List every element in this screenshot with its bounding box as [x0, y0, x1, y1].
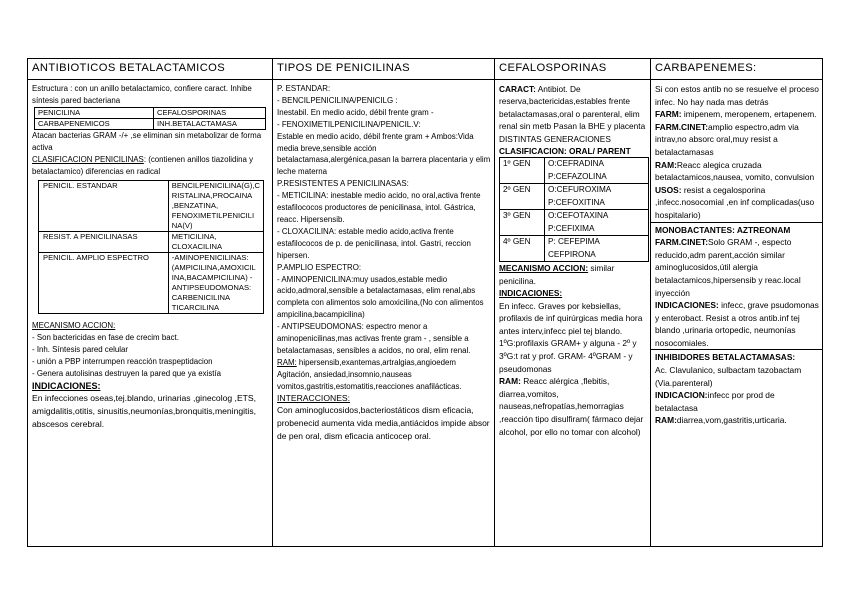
mechanism-line: - Son bactericidas en fase de crecim bact.	[32, 332, 179, 342]
ram-body: hipersensib,exantemas,artralgias,angioedem Agitación, ansiedad,insomnio,nauseas vomitos,gastritis,estomatitis,reacciones anafilácticas.	[277, 357, 462, 391]
inh-ind-body: infecc por prod de betalactasa	[655, 390, 775, 413]
resist-line: - METICILINA: inestable medio acido, no oral,activa frente estafilococos productores de penicilinasa, intol. Gástrica, reacc. Hipersensib.	[277, 191, 481, 224]
inh-ind-label: INDICACION:	[655, 390, 708, 401]
generations-table	[499, 157, 649, 262]
ram-body: Reacc alegica cruzada betalactamicos,nausea, vomito, convulsion	[655, 159, 815, 183]
group-cell: CARBAPENEMICOS	[35, 119, 154, 130]
mechanism-line: - Genera autolisinas destruyen la pared que ya existía	[32, 368, 222, 378]
class-value: -AMINOPENICILINAS: (AMPICILINA,AMOXICIL INA,BACAMPICILINA) -ANTIPSEUDOMONAS: CARBENICILINA TICARCILINA	[168, 252, 263, 313]
inh-title: INHIBIDORES BETALACTAMASAS:	[655, 352, 796, 363]
caract-label: CARACT:	[499, 84, 536, 94]
ram-text	[499, 375, 647, 438]
indications-title: INDICACIONES:	[32, 381, 101, 392]
betalactam-groups-table	[34, 107, 266, 130]
mono-ind-label: INDICACIONES:	[655, 300, 719, 311]
standard-line: Inestabil. En medio acido, débil frente gram -	[277, 107, 434, 117]
amplio-line: - ANTIPSEUDOMONAS: espectro menor a aminopenicilinas,mas activas frente gram - , sensible a betalactamasas, sensibles a acidos, no oral, elim renal.	[277, 322, 471, 355]
mono-ind-text	[655, 299, 819, 349]
farm-text	[655, 108, 819, 121]
inh-ind-text	[655, 389, 819, 414]
group-cell: PENICILINA	[35, 108, 154, 119]
standard-line: - FENOXIMETILPENICILINA/PENICIL.V:	[277, 119, 421, 129]
group-cell: INH.BETALACTAMASA	[154, 119, 266, 130]
amplio-line: - AMINOPENICILINA:muy usados,estable medio acido,admoral,sensible a betalactamasas, elim renal,abs completa con alimentos solo amoxicilina,(No con alimentos ampicilina,bacampicilina)	[277, 274, 484, 320]
resist-title: P.RESISTENTES A PENICILINASAS:	[277, 179, 409, 189]
mono-cinet-text	[655, 236, 819, 299]
ram-text	[655, 159, 819, 184]
inh-ram-label: RAM:	[655, 415, 677, 426]
interactions-title: INTERACCIONES:	[277, 392, 351, 403]
column-cefalosporinas	[495, 59, 651, 546]
usos-text	[655, 184, 819, 222]
mono-title: MONOBACTANTES: AZTREONAM	[655, 224, 791, 235]
intro-text: Si con estos antib no se resuelve el proceso infec. No hay nada mas detrás	[655, 84, 819, 107]
column-header: ANTIBIOTICOS BETALACTAMICOS	[28, 59, 272, 80]
inh-ram-body: diarrea,vom,gastritis,urticaria.	[676, 415, 787, 426]
cinet-text	[655, 121, 819, 159]
ram-body: Reacc alérgica ,flebitis, diarrea,vomitos, nauseas,nefropatías,hemorragias ,reacción tipo disulfiram( fármaco dejar alcohol, por ello no tomar con alcohol)	[499, 376, 644, 437]
class-name: RESIST. A PENICILINASAS	[39, 231, 169, 252]
summary-table	[27, 58, 823, 547]
gen-label: 1º GEN	[500, 158, 545, 184]
class-value: METICILINA, CLOXACILINA	[168, 231, 263, 252]
inhibitors-section	[651, 349, 822, 427]
indications-text: En infecciones oseas,tej.blando, urinarias ,ginecolog ,ETS, amigdalitis,otitis, sinusitis,neumonías,bronquitis,meningitis, abscesos cerebral.	[32, 393, 257, 430]
class-value: BENCILPENICILINA(G),C RISTALINA,PROCAINA ,BENZATINA, FENOXIMETILPENICILI NA(V)	[168, 180, 263, 231]
cinet-label: FARM.CINET:	[655, 121, 709, 132]
ram-label: RAM:	[277, 357, 297, 367]
inh-text: Ac. Clavulanico, sulbactam tazobactam (Via.parenteral)	[655, 365, 802, 388]
amplio-title: P.AMPLIO ESPECTRO:	[277, 262, 362, 272]
mechanism-body: similar penicilina.	[499, 263, 615, 286]
mono-cinet-label: FARM.CINET:	[655, 237, 709, 248]
attack-text: Atacan bacterias GRAM -/+ ,se eliminan sin metabolizar de forma activa	[32, 131, 262, 153]
class-name: PENICIL. ESTANDAR	[39, 180, 169, 231]
mechanism-title: MECANISMO ACCION:	[499, 263, 589, 274]
column-betalactamicos	[28, 59, 273, 546]
classification-text	[32, 154, 269, 178]
penicillin-class-table	[38, 180, 264, 314]
mechanism-line: - Inh. Síntesis pared celular	[32, 344, 129, 354]
mechanism-line: - unión a PBP interrumpen reacción traspeptidacion	[32, 356, 213, 366]
standard-line: - BENCILPENICILINA/PENICILG :	[277, 95, 398, 105]
column-header: TIPOS DE PENICILINAS	[273, 59, 494, 80]
group-cell: CEFALOSPORINAS	[154, 108, 266, 119]
ram-label: RAM:	[499, 376, 521, 387]
gen-label: 2º GEN	[500, 184, 545, 210]
gen-drugs: O:CEFRADINA P:CEFAZOLINA	[545, 158, 649, 184]
gen-drugs: O:CEFOTAXINA P:CEFIXIMA	[545, 210, 649, 236]
column-header: CARBAPENEMES:	[651, 59, 822, 80]
column-carbapenemes	[651, 59, 822, 546]
classification-text: CLASIFICACION: ORAL/ PARENT	[499, 146, 631, 157]
column-tipos-penicilinas	[273, 59, 495, 546]
gen-drugs: P: CEFEPIMA CEFPIRONA	[545, 236, 649, 262]
mechanism-title: MECANISMO ACCION:	[32, 320, 116, 330]
mono-cinet-body: Solo GRAM -, especto reducido,adm parent,acción similar aminoglucosidos,útil alergia betalactamicos,hipersensib y reac.local inyección	[655, 237, 801, 298]
ram-text	[277, 357, 491, 393]
farm-body: imipenem, meropenem, ertapenem.	[681, 109, 817, 120]
mono-ind-body: infecc, grave psudomonas y enterobact. Resist a otros antib.inf tej blando ,urinaria ortopedic, neumonías nosocomiales.	[655, 300, 819, 348]
cinet-body: amplio espectro,adm via intrav,no absorc oral,muy resist a betalactamasas	[655, 121, 799, 157]
class-name: PENICIL. AMPLIO ESPECTRO	[39, 252, 169, 313]
caract-body: Antibiot. De reserva,bactericidas,estables frente betalactamasas,oral o parenteral, elim renal sin metb Pasan la BHE y placenta	[499, 84, 646, 132]
caract-text	[499, 83, 647, 133]
gen-label: 4º GEN	[500, 236, 545, 262]
usos-label: USOS:	[655, 184, 682, 195]
ram-label: RAM:	[655, 159, 677, 170]
gen-drugs: O:CEFUROXIMA P:CEFOXITINA	[545, 184, 649, 210]
usos-body: resist a cegalosporina ,infecc.nosocomial ,en inf complicadas(uso hospitalario)	[655, 184, 815, 220]
classification-title: CLASIFICACION PENICILINAS	[32, 155, 144, 165]
mechanism-text	[499, 262, 647, 287]
structure-text: Estructura : con un anillo betalactamico, confiere caract. Inhibe síntesis pared bacteriana	[32, 84, 252, 106]
resist-line: - CLOXACILINA: estable medio acido,activa frente estafilococos de p. de penicilinasa, intol. Gastri, reccion hipersen.	[277, 226, 471, 260]
indications-text: En infecc. Graves por kebsiellas, profilaxis de inf quirúrgicas media hora antes interv,infecc piel tej blando. 1ºG:profilaxis GRAM+ y alguna - 2º y 3ºG:t rat y prof. GRAM- 4ºGRAM - y pseudomonas	[499, 300, 643, 374]
generations-text: DISTINTAS GENERACIONES	[499, 133, 611, 144]
inh-ram-text	[655, 414, 819, 427]
monobactams-section	[651, 222, 822, 350]
interactions-text: Con aminoglucosidos,bacteriostáticos dism eficacia, probenecid aumenta vida media,antiácidos impide absor de pen oral, dism eficacia anticocep oral.	[277, 405, 490, 442]
standard-line: Estable en medio acido, débil frente gram + Ambos:Vida media breve,sensible acción betalactamasa,alergénica,pasan la barrera placentaria y elim leche materna	[277, 131, 491, 177]
column-header: CEFALOSPORINAS	[495, 59, 650, 80]
gen-label: 3º GEN	[500, 210, 545, 236]
standard-title: P. ESTANDAR:	[277, 84, 331, 93]
classification-rest: : (contienen anillos tiazolidina y betalactamico) diferencias en radical	[32, 155, 254, 177]
indications-title: INDICACIONES:	[499, 288, 563, 299]
farm-label: FARM:	[655, 109, 682, 120]
